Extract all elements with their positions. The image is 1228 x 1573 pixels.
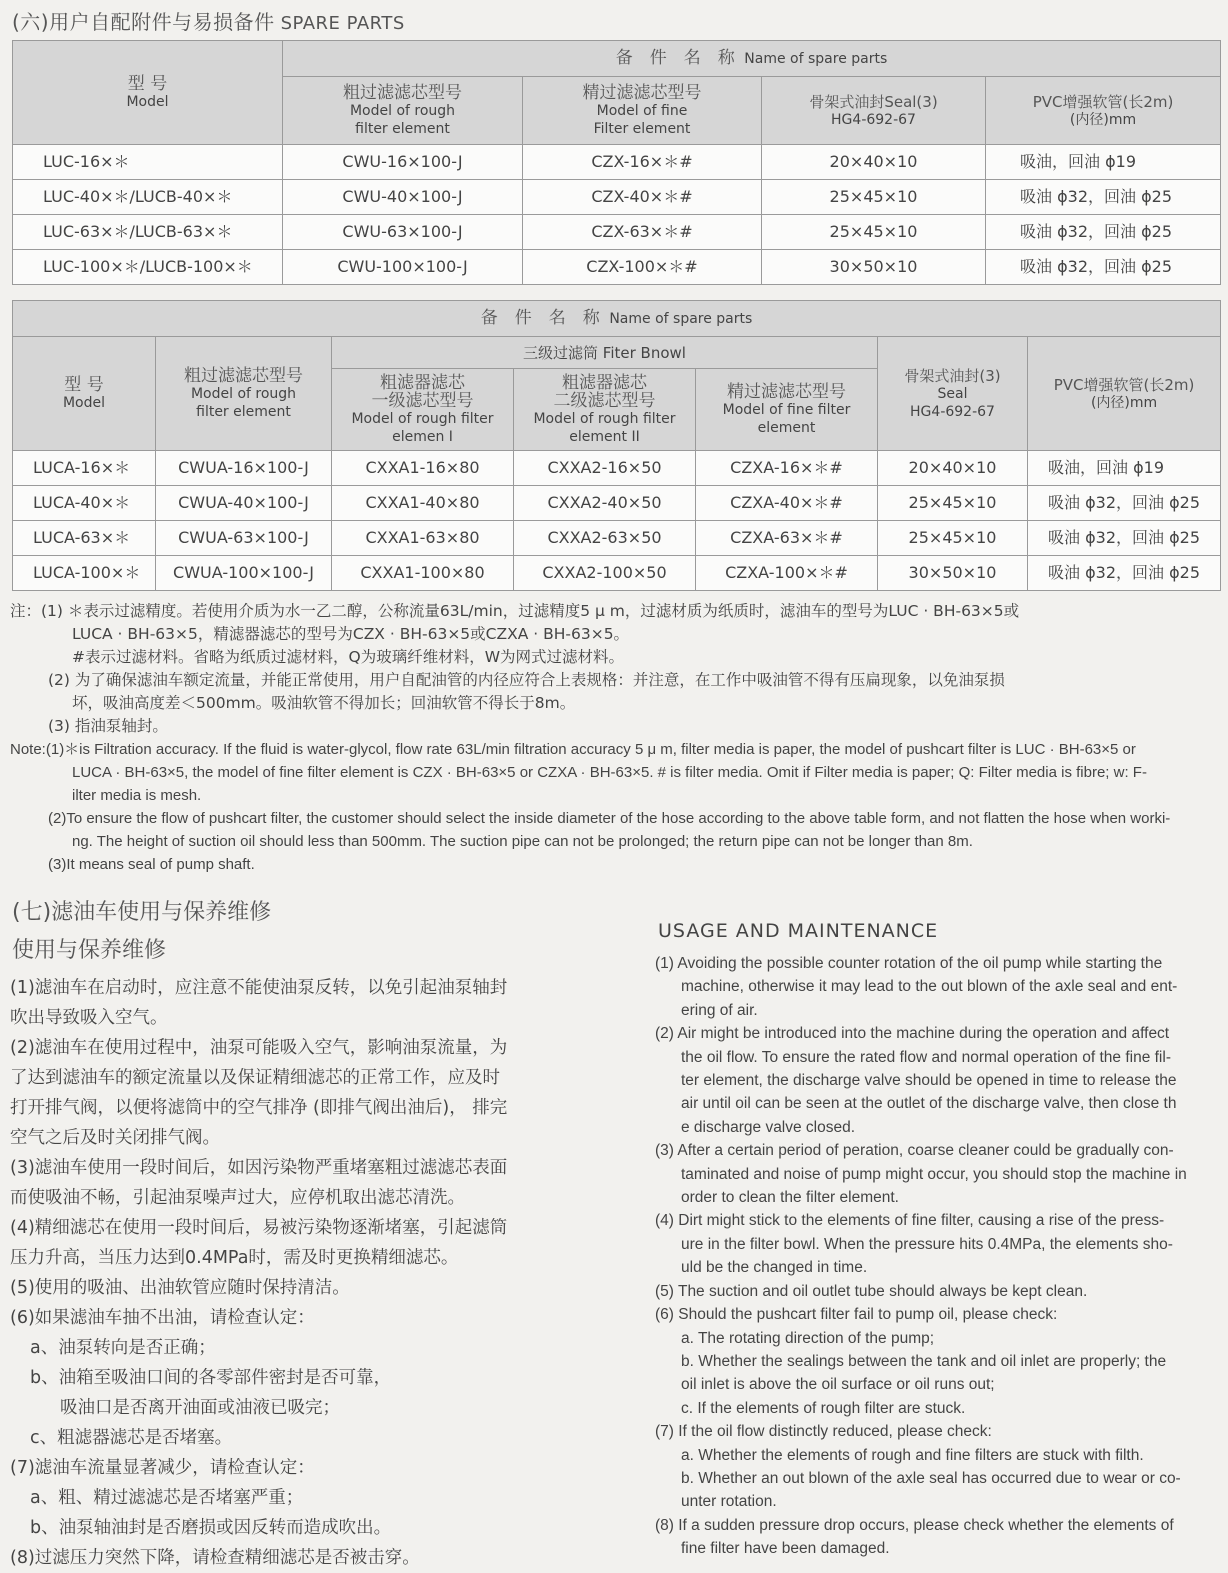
table-cell: LUCA-16×＊ [13, 451, 156, 486]
filter-bowl-header [332, 337, 878, 369]
note-en-line: LUCA · BH-63×5, the model of fine filter element is CZX · BH-63×5 or CZXA · BH-63×5. # is filter media. Omit if Filter media is paper; Q: Filter media is fibre; w: F- [72, 764, 1147, 781]
table-cell: CZX-16×＊# [523, 145, 762, 180]
table-cell: 20×40×10 [762, 145, 986, 180]
table-cell: Model [126, 93, 169, 110]
table-cell: CXXA1-40×80 [332, 486, 514, 521]
section7-subtitle: 使用与保养维修 [12, 938, 167, 963]
list-item: (1)滤油车在启动时，应注意不能使油泵反转，以免引起油泵轴封 [10, 978, 508, 998]
spare-parts-table-1 [12, 40, 1221, 285]
table-cell: PVC增强软管(长2m) [1032, 92, 1174, 111]
table-cell: LUC-16×＊ [13, 145, 283, 180]
list-item: 吹出导致吸入空气。 [10, 1008, 168, 1028]
list-item: 了达到滤油车的额定流量以及保证精细滤芯的正常工作，应及时 [10, 1068, 500, 1088]
table-cell: element [757, 419, 816, 436]
table-cell: Model of fine [596, 102, 688, 119]
table-cell: CXXA2-16×50 [514, 451, 696, 486]
list-item: order to clean the filter element. [681, 1189, 899, 1207]
table-cell: 吸油 ϕ32，回油 ϕ25 [986, 250, 1221, 285]
table-cell: 粗滤器滤芯 [380, 372, 465, 393]
table-cell: PVC增强软管(长2m) [1053, 375, 1195, 394]
table-cell: filter element [355, 120, 450, 137]
table-cell: 30×50×10 [878, 556, 1028, 591]
table-cell: HG4-692-67 [831, 111, 916, 128]
table-row [13, 145, 1221, 180]
list-item: b. Whether an out blown of the axle seal has occurred due to wear or co- [681, 1469, 1181, 1487]
table-cell: CZXA-63×＊# [696, 521, 878, 556]
list-item: b. Whether the sealings between the tank and oil inlet are properly; the [681, 1352, 1167, 1370]
note-cn-line: (3) 指油泵轴封。 [48, 717, 168, 735]
table-cell: CXXA1-16×80 [332, 451, 514, 486]
list-item: unter rotation. [681, 1493, 777, 1511]
table-cell: Model [62, 394, 106, 411]
list-item: 而使吸油不畅，引起油泵噪声过大，应停机取出滤芯清洗。 [10, 1188, 465, 1208]
table-cell: CXXA2-100×50 [514, 556, 696, 591]
list-item: (7)滤油车流量显著减少，请检查认定： [10, 1458, 315, 1478]
note-en-line: ilter media is mesh. [72, 787, 202, 804]
list-item: (7) If the oil flow distinctly reduced, please check: [655, 1423, 992, 1441]
table-cell: Model of rough [190, 385, 297, 402]
list-item: (5) The suction and oil outlet tube should always be kept clean. [655, 1282, 1088, 1300]
table-cell: Model of rough filter [351, 410, 494, 427]
list-item: uld be the changed in time. [681, 1259, 868, 1277]
table-cell: 粗过滤滤芯型号 [343, 82, 462, 103]
usage-cn-list [10, 973, 600, 1573]
list-item: (8) If a sudden pressure drop occurs, please check whether the elements of [655, 1516, 1174, 1534]
seal-header [878, 337, 1028, 451]
list-item: (8)过滤压力突然下降，请检查精细滤芯是否被击穿。 [10, 1548, 420, 1568]
table-cell: 吸油 ϕ32，回油 ϕ25 [1028, 521, 1221, 556]
list-item: (3) After a certain period of peration, coarse cleaner could be gradually con- [655, 1142, 1174, 1160]
table-cell: 30×50×10 [762, 250, 986, 285]
note-cn-line: (2) 为了确保滤油车额定流量，并能正常使用，用户自配油管的内径应符合上表规格：并注意，在工作中吸油管不得有压扁现象，以免油泵损 [48, 671, 1005, 689]
spare-parts-table-2 [12, 300, 1221, 591]
list-item: taminated and noise of pump might occur, you should stop the machine in [681, 1165, 1187, 1183]
table-cell: LUCA-100×＊ [13, 556, 156, 591]
table-cell: 粗过滤滤芯型号 [184, 365, 303, 386]
list-item: ure in the filter bowl. When the pressure hits 0.4MPa, the elements sho- [681, 1235, 1173, 1253]
section7-title: (七)滤油车使用与保养维修 [12, 900, 272, 925]
list-item: air until oil can be seen at the outlet of the discharge valve, then close th [681, 1095, 1177, 1113]
table-cell: 吸油 ϕ32，回油 ϕ25 [1028, 556, 1221, 591]
table-cell: elemen I [392, 428, 453, 445]
table-cell: 吸油 ϕ32，回油 ϕ25 [986, 180, 1221, 215]
list-item: (2)滤油车在使用过程中，油泵可能吸入空气，影响油泵流量，为 [10, 1038, 508, 1058]
table-cell: 粗滤器滤芯 [562, 372, 647, 393]
table-cell: CWU-40×100-J [283, 180, 523, 215]
list-item: fine filter have been damaged. [681, 1540, 890, 1558]
usage-en-title: USAGE AND MAINTENANCE [658, 920, 939, 942]
table-cell: 吸油 ϕ32，回油 ϕ25 [986, 215, 1221, 250]
table-cell: 骨架式油封(3) [904, 366, 1001, 385]
list-item: ter element, the discharge valve should be opened in time to release the [681, 1072, 1177, 1090]
table-cell: 吸油 ϕ32，回油 ϕ25 [1028, 486, 1221, 521]
list-item: c、粗滤器滤芯是否堵塞。 [30, 1428, 233, 1448]
list-item: (3)滤油车使用一段时间后，如因污染物严重堵塞粗过滤滤芯表面 [10, 1158, 508, 1178]
table-cell: 25×45×10 [878, 521, 1028, 556]
list-item: 空气之后及时关闭排气阀。 [10, 1128, 220, 1148]
list-item: 打开排气阀，以便将滤筒中的空气排净 (即排气阀出油后)， 排完 [10, 1098, 508, 1118]
list-item: oil inlet is above the oil surface or oil runs out; [681, 1376, 995, 1394]
table-cell: CZXA-100×＊# [696, 556, 878, 591]
list-item: c. If the elements of rough filter are stuck. [681, 1399, 966, 1417]
table-cell: 20×40×10 [878, 451, 1028, 486]
table-cell: LUC-100×＊/LUCB-100×＊ [13, 250, 283, 285]
table-cell: LUC-63×＊/LUCB-63×＊ [13, 215, 283, 250]
table-cell: CWU-100×100-J [283, 250, 523, 285]
stage2-header [514, 369, 696, 451]
section6-title [12, 6, 405, 35]
fine-filter-header [696, 369, 878, 451]
table-cell: 25×45×10 [762, 180, 986, 215]
list-item: ering of air. [681, 1001, 758, 1019]
table-cell: CWU-63×100-J [283, 215, 523, 250]
note-en-line: (2)To ensure the flow of pushcart filter, the customer should select the inside diameter of the hose according to the above table form, and not flatten the hose when worki- [48, 810, 1171, 827]
table-cell: CZX-100×＊# [523, 250, 762, 285]
section6-title-cn: (六)用户自配附件与易损备件 [12, 10, 275, 34]
list-item: (5)使用的吸油、出油软管应随时保持清洁。 [10, 1278, 350, 1298]
table-cell: 一级滤芯型号 [371, 390, 474, 411]
table-row [13, 486, 1221, 521]
note-cn-line: #表示过滤材料。省略为纸质过滤材料，Q为玻璃纤维材料，W为网式过滤材料。 [72, 648, 625, 666]
list-item: (2) Air might be introduced into the machine during the operation and affect [655, 1025, 1170, 1043]
list-item: (1) Avoiding the possible counter rotation of the oil pump while starting the [655, 955, 1163, 972]
table-cell: 吸油，回油 ϕ19 [1028, 451, 1221, 486]
list-item: a. Whether the elements of rough and fine filters are stuck with filth. [681, 1446, 1144, 1464]
note-en-line: Note:(1)＊is Filtration accuracy. If the fluid is water-glycol, flow rate 63L/min filtration accuracy 5 μ m, filter media is paper, the model of pushcart filter is LUC · BH-63×5 or [10, 741, 1136, 758]
list-item: (6) Should the pushcart filter fail to pump oil, please check: [655, 1306, 1058, 1324]
group-header [13, 301, 1221, 337]
list-item: 吸油口是否离开油面或油液已吸完； [60, 1398, 340, 1418]
list-item: e discharge valve closed. [681, 1118, 856, 1136]
table-cell: Name of spare parts [744, 51, 888, 67]
list-item: b、油箱至吸油口间的各零部件密封是否可靠， [30, 1368, 392, 1388]
table-cell: Model of rough [349, 102, 456, 119]
group-header [283, 41, 1221, 77]
table-cell: 备 件 名 称 [480, 308, 600, 328]
list-item: a. The rotating direction of the pump; [681, 1329, 935, 1347]
table-cell: 精过滤滤芯型号 [582, 82, 702, 103]
table-cell: CWUA-16×100-J [156, 451, 332, 486]
table-cell: CZXA-16×＊# [696, 451, 878, 486]
table-cell: Model of fine filter [722, 401, 851, 418]
list-item: b、油泵轴油封是否磨损或因反转而造成吹出。 [30, 1518, 392, 1538]
table-cell: 25×45×10 [878, 486, 1028, 521]
pvc-header [986, 77, 1221, 145]
table-row [13, 250, 1221, 285]
table-cell: (内径)mm [1069, 111, 1137, 128]
table-cell: filter element [196, 403, 291, 420]
list-item: (4)精细滤芯在使用一段时间后，易被污染物逐渐堵塞，引起滤筒 [10, 1218, 508, 1238]
table-cell: Name of spare parts [609, 311, 753, 327]
table-cell: Filter element [593, 120, 691, 137]
note-en-line: (3)It means seal of pump shaft. [48, 856, 255, 873]
list-item: machine, otherwise it may lead to the out blown of the axle seal and ent- [681, 978, 1178, 996]
table-row [13, 215, 1221, 250]
section6-title-en: SPARE PARTS [280, 13, 405, 34]
table-cell: Model of rough filter [533, 410, 676, 427]
model-header [13, 337, 156, 451]
rough-filter-header [156, 337, 332, 451]
table-cell: 二级滤芯型号 [553, 390, 656, 411]
table-cell: 25×45×10 [762, 215, 986, 250]
list-item: (6)如果滤油车抽不出油，请检查认定： [10, 1308, 315, 1328]
list-item: a、油泵转向是否正确； [30, 1338, 216, 1358]
list-item: a、粗、精过滤滤芯是否堵塞严重； [30, 1488, 304, 1508]
table-cell: LUCA-63×＊ [13, 521, 156, 556]
usage-en-list [655, 952, 1223, 1561]
pvc-header [1028, 337, 1221, 451]
table-cell: 三级过滤筒 Fiter Bnowl [523, 343, 686, 362]
table-cell: 精过滤滤芯型号 [727, 381, 846, 402]
table-row [13, 521, 1221, 556]
list-item: (4) Dirt might stick to the elements of fine filter, causing a rise of the press- [655, 1212, 1165, 1230]
stage1-header [332, 369, 514, 451]
table-cell: CWUA-40×100-J [156, 486, 332, 521]
note-cn-line: 注：(1) ＊表示过滤精度。若使用介质为水一乙二醇，公称流量63L/min，过滤精度5 μ m，过滤材质为纸质时，滤油车的型号为LUC · BH-63×5或 [10, 602, 1020, 620]
table-cell: CZXA-40×＊# [696, 486, 878, 521]
table-cell: 备 件 名 称 [615, 48, 735, 68]
list-item: the oil flow. To ensure the rated flow and normal operation of the fine fil- [681, 1048, 1171, 1066]
fine-filter-header [523, 77, 762, 145]
table-cell: 骨架式油封Seal(3) [809, 92, 938, 111]
table-row [13, 451, 1221, 486]
model-header [13, 41, 283, 145]
table-cell: CWUA-100×100-J [156, 556, 332, 591]
table-cell: CZX-63×＊# [523, 215, 762, 250]
table-cell: HG4-692-67 [910, 403, 995, 420]
note-en-line: ng. The height of suction oil should less than 500mm. The suction pipe can not be prolonged; the return pipe can not be longer than 8m. [72, 833, 973, 850]
table-cell: (内径)mm [1090, 394, 1158, 411]
table-cell: 型 号 [127, 73, 168, 94]
notes [10, 600, 1220, 876]
table-cell: LUCA-40×＊ [13, 486, 156, 521]
table-cell: CWUA-63×100-J [156, 521, 332, 556]
note-cn-line: LUCA · BH-63×5，精滤器滤芯的型号为CZX · BH-63×5或CZXA · BH-63×5。 [72, 625, 630, 643]
rough-filter-header [283, 77, 523, 145]
table-cell: CZX-40×＊# [523, 180, 762, 215]
table-cell: LUC-40×＊/LUCB-40×＊ [13, 180, 283, 215]
table-cell: Seal [937, 385, 968, 402]
table-cell: 型 号 [64, 374, 104, 395]
table-cell: CXXA1-100×80 [332, 556, 514, 591]
table-cell: 吸油，回油 ϕ19 [986, 145, 1221, 180]
table-cell: CXXA2-40×50 [514, 486, 696, 521]
note-cn-line: 坏，吸油高度差＜500mm。吸油软管不得加长；回油软管不得长于8m。 [72, 694, 576, 712]
table-cell: element II [569, 428, 640, 445]
table-cell: CXXA1-63×80 [332, 521, 514, 556]
list-item: 压力升高，当压力达到0.4MPa时，需及时更换精细滤芯。 [10, 1248, 459, 1268]
table-cell: CWU-16×100-J [283, 145, 523, 180]
seal-header [762, 77, 986, 145]
table-row [13, 180, 1221, 215]
table-row [13, 556, 1221, 591]
table-cell: CXXA2-63×50 [514, 521, 696, 556]
